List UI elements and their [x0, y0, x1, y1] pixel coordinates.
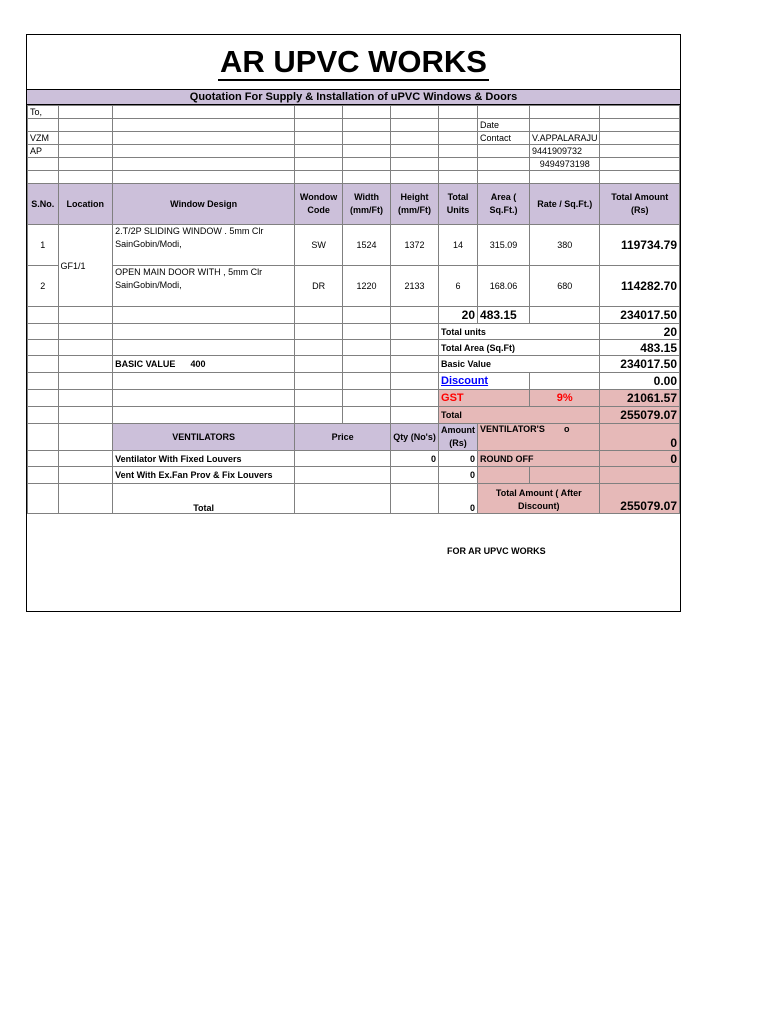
row-code: DR	[295, 266, 343, 307]
contact-name: V.APPALARAJU	[529, 132, 600, 145]
qty-header: Qty (No's)	[391, 424, 439, 451]
totals-amount: 234017.50	[600, 307, 680, 324]
row-sno: 1	[28, 225, 59, 266]
info-row	[28, 158, 680, 171]
company-title-text: AR UPVC WORKS	[220, 44, 487, 79]
info-row	[28, 145, 680, 158]
table-row	[28, 266, 680, 307]
ventilators-header: VENTILATORS	[113, 424, 295, 451]
gst-value: 21061.57	[600, 390, 680, 407]
ventilator-row	[28, 451, 680, 467]
row-amount: 119734.79	[600, 225, 680, 266]
summary-row	[28, 407, 680, 424]
header-sno: S.No.	[28, 184, 59, 225]
info-row	[28, 106, 680, 119]
contact-label: Contact	[478, 132, 530, 145]
row-design: OPEN MAIN DOOR WITH , 5mm Clr SainGobin/Modi,	[113, 266, 295, 307]
summary-row	[28, 340, 680, 356]
total-units-label: Total units	[439, 324, 600, 340]
ventilators-right-value: 0	[600, 424, 680, 451]
ventilator-total-value: 0	[439, 484, 478, 514]
footer-signature: FOR AR UPVC WORKS	[447, 546, 546, 556]
row-design: 2.T/2P SLIDING WINDOW . 5mm Clr SainGobin/Modi,	[113, 225, 295, 266]
total-area-label: Total Area (Sq.Ft)	[439, 340, 600, 356]
ventilator-total-label: Total	[113, 484, 295, 514]
ventilator-name: Ventilator With Fixed Louvers	[113, 451, 295, 467]
date-label: Date	[478, 119, 530, 132]
row-location: GF1/1	[58, 225, 113, 307]
summary-row	[28, 390, 680, 407]
row-height: 1372	[391, 225, 439, 266]
quotation-sheet	[26, 34, 681, 612]
header-units: Total Units	[439, 184, 478, 225]
header-code: Wondow Code	[295, 184, 343, 225]
total-area-value: 483.15	[600, 340, 680, 356]
company-title	[27, 35, 680, 89]
phone-1: 9441909732	[529, 145, 600, 158]
ventilator-name: Vent With Ex.Fan Prov & Fix Louvers	[113, 467, 295, 484]
row-units: 6	[439, 266, 478, 307]
totals-row	[28, 307, 680, 324]
table-row	[28, 225, 680, 266]
row-units: 14	[439, 225, 478, 266]
header-height: Height (mm/Ft)	[391, 184, 439, 225]
row-area: 168.06	[478, 266, 530, 307]
basic-value-note	[113, 356, 295, 373]
row-code: SW	[295, 225, 343, 266]
total-label: Total	[439, 407, 600, 424]
row-width: 1220	[343, 266, 391, 307]
quotation-subtitle: Quotation For Supply & Installation of uPVC Windows & Doors	[27, 89, 680, 105]
grand-total-value: 255079.07	[600, 484, 680, 514]
ventilator-row	[28, 467, 680, 484]
gst-label: GST	[439, 390, 530, 407]
spacer-row	[28, 171, 680, 184]
address-line-1: VZM	[28, 132, 59, 145]
discount-link[interactable]: Discount	[439, 373, 530, 390]
header-location: Location	[58, 184, 113, 225]
basic-value-note-label: BASIC VALUE	[115, 359, 176, 369]
row-rate: 680	[529, 266, 600, 307]
ventilator-header-row	[28, 424, 680, 451]
basic-value: 234017.50	[600, 356, 680, 373]
row-rate: 380	[529, 225, 600, 266]
quotation-table	[27, 105, 680, 514]
column-header-row	[28, 184, 680, 225]
ventilator-qty: 0	[391, 451, 439, 467]
amount-header: Amount (Rs)	[439, 424, 478, 451]
totals-units: 20	[439, 307, 478, 324]
ventilators-right-label: VENTILATOR'S	[480, 424, 545, 434]
grand-total-label: Total Amount ( After Discount)	[478, 484, 600, 514]
info-row	[28, 132, 680, 145]
ventilators-right-cell	[478, 424, 600, 451]
basic-value-note-num: 400	[190, 359, 206, 369]
ventilator-qty	[391, 467, 439, 484]
gst-percent: 9%	[529, 390, 600, 407]
header-rate: Rate / Sq.Ft.)	[529, 184, 600, 225]
ventilator-amount: 0	[439, 451, 478, 467]
totals-area: 483.15	[478, 307, 530, 324]
round-off-value: 0	[600, 451, 680, 467]
summary-row	[28, 373, 680, 390]
row-width: 1524	[343, 225, 391, 266]
address-line-2: AP	[28, 145, 59, 158]
round-off-label: ROUND OFF	[478, 451, 600, 467]
ventilator-amount: 0	[439, 467, 478, 484]
ventilator-total-row	[28, 484, 680, 514]
row-height: 2133	[391, 266, 439, 307]
basic-value-label: Basic Value	[439, 356, 600, 373]
row-amount: 114282.70	[600, 266, 680, 307]
price-header: Price	[295, 424, 391, 451]
summary-row	[28, 324, 680, 340]
total-units-value: 20	[600, 324, 680, 340]
row-sno: 2	[28, 266, 59, 307]
summary-row	[28, 356, 680, 373]
total-value: 255079.07	[600, 407, 680, 424]
info-row	[28, 119, 680, 132]
header-area: Area ( Sq.Ft.)	[478, 184, 530, 225]
header-design: Window Design	[113, 184, 295, 225]
ventilators-right-mid: o	[563, 424, 570, 434]
to-label: To,	[28, 106, 59, 119]
header-amount: Total Amount (Rs)	[600, 184, 680, 225]
header-width: Width (mm/Ft)	[343, 184, 391, 225]
discount-value: 0.00	[600, 373, 680, 390]
phone-2: 9494973198	[529, 158, 600, 171]
row-area: 315.09	[478, 225, 530, 266]
